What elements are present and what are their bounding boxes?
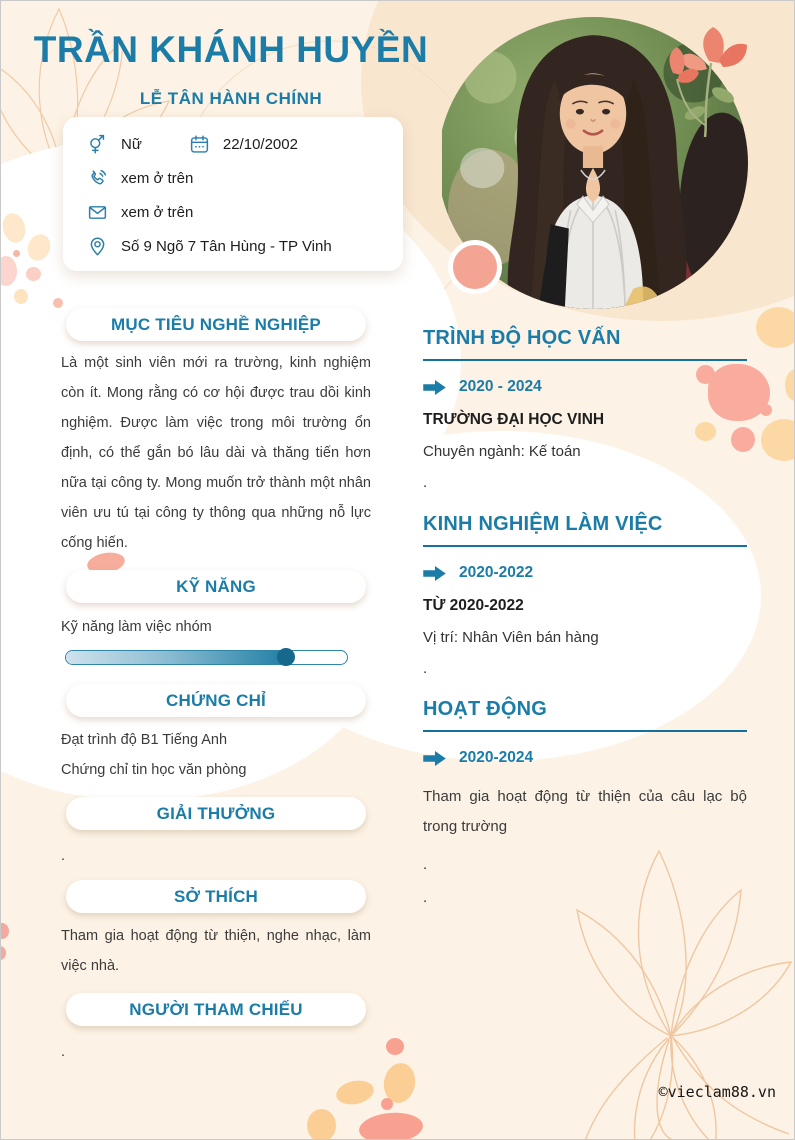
decorative-blob bbox=[760, 404, 772, 416]
birthday-value: 22/10/2002 bbox=[222, 135, 298, 153]
awards-text: . bbox=[61, 848, 66, 864]
skill-label: Kỹ năng làm việc nhóm bbox=[61, 619, 212, 635]
decorative-blob bbox=[26, 267, 41, 281]
decorative-blob bbox=[53, 298, 63, 308]
gender-icon bbox=[87, 134, 108, 155]
certificate-line: Đạt trình độ B1 Tiếng Anh bbox=[61, 732, 228, 748]
skill-progress-bar bbox=[65, 650, 348, 665]
experience-position: Vị trí: Nhân Viên bán hàng bbox=[423, 629, 599, 646]
skill-progress-fill bbox=[66, 651, 291, 664]
contact-row bbox=[87, 229, 403, 263]
section-title: SỞ THÍCH bbox=[173, 886, 259, 906]
arrow-right-icon bbox=[423, 380, 446, 395]
phone-icon bbox=[87, 168, 108, 189]
decorative-blob bbox=[13, 250, 20, 257]
decorative-blob bbox=[14, 289, 28, 304]
decorative-blob bbox=[307, 1109, 336, 1140]
section-title: KỸ NĂNG bbox=[176, 576, 256, 596]
activities-period-row bbox=[423, 749, 747, 767]
education-period: 2020 - 2024 bbox=[459, 378, 542, 395]
section-pill-hobbies bbox=[66, 880, 366, 913]
decorative-blob bbox=[334, 1077, 376, 1107]
arrow-right-icon bbox=[423, 751, 446, 766]
decorative-blob bbox=[386, 1038, 404, 1055]
experience-note: . bbox=[423, 660, 428, 677]
photo-accent-circle bbox=[448, 240, 502, 294]
contact-row bbox=[87, 195, 403, 229]
decorative-blob bbox=[0, 946, 6, 960]
section-title-experience: KINH NGHIỆM LÀM VIỆC bbox=[423, 513, 747, 547]
calendar-icon bbox=[189, 134, 210, 155]
location-pin-icon bbox=[87, 236, 108, 257]
decorative-blob bbox=[761, 419, 795, 461]
decorative-blob bbox=[785, 369, 795, 401]
decorative-blob bbox=[756, 307, 795, 348]
section-experience bbox=[423, 513, 747, 677]
job-title: LỄ TÂN HÀNH CHÍNH bbox=[139, 89, 323, 108]
education-major: Chuyên ngành: Kế toán bbox=[423, 443, 581, 460]
section-education bbox=[423, 327, 747, 491]
section-pill-objective bbox=[66, 308, 366, 341]
decorative-blob bbox=[381, 1098, 393, 1110]
section-title: CHỨNG CHỈ bbox=[166, 690, 266, 710]
phone-value: xem ở trên bbox=[121, 169, 194, 187]
decorative-blob bbox=[358, 1110, 424, 1140]
address-value: Số 9 Ngõ 7 Tân Hùng - TP Vinh bbox=[121, 237, 332, 255]
experience-duration: TỪ 2020-2022 bbox=[423, 597, 524, 614]
hobbies-text: Tham gia hoạt động từ thiện, nghe nhạc, làm việc nhà. bbox=[61, 928, 371, 974]
experience-period-row bbox=[423, 564, 747, 582]
activities-note: . bbox=[423, 856, 428, 873]
skill-progress-dot bbox=[277, 648, 295, 666]
certificate-lines bbox=[61, 725, 371, 785]
education-period-row bbox=[423, 378, 747, 396]
arrow-right-icon bbox=[423, 566, 446, 581]
contact-row bbox=[87, 161, 403, 195]
section-title: MỤC TIÊU NGHỀ NGHIỆP bbox=[111, 314, 321, 334]
contact-phone bbox=[87, 168, 193, 189]
gender-value: Nữ bbox=[121, 135, 142, 153]
section-pill-skills bbox=[66, 570, 366, 603]
activities-text: Tham gia hoạt động từ thiện của câu lạc bộ trong trường bbox=[423, 788, 747, 835]
email-icon bbox=[87, 202, 108, 223]
section-title: GIẢI THƯỞNG bbox=[156, 803, 276, 823]
education-note: . bbox=[423, 474, 428, 491]
site-watermark: ©vieclam88.vn bbox=[658, 1083, 776, 1101]
education-school: TRƯỜNG ĐẠI HỌC VINH bbox=[423, 411, 605, 428]
certificate-line: Chứng chỉ tin học văn phòng bbox=[61, 762, 247, 778]
section-pill-certificates bbox=[66, 684, 366, 717]
email-value: xem ở trên bbox=[121, 203, 194, 221]
contact-address bbox=[87, 236, 332, 257]
contact-birthday bbox=[189, 134, 298, 155]
references-text: . bbox=[61, 1044, 66, 1060]
objective-text: Là một sinh viên mới ra trường, kinh nghiệm còn ít. Mong rằng có cơ hội được trau dồi kinh nghiệm. Được làm việc trong môi trường ổn định, có thể gắn bó lâu dài và thăng tiến hơn nữa tại công ty. Mong muốn trở thành một nhân viên ưu tú tại công ty thông qua những nỗ lực cống hiến. bbox=[61, 355, 371, 551]
section-activities bbox=[423, 698, 747, 906]
section-pill-awards bbox=[66, 797, 366, 830]
section-title-activities: HOẠT ĐỘNG bbox=[423, 698, 747, 732]
contact-row bbox=[87, 127, 403, 161]
activities-note: . bbox=[423, 889, 428, 906]
section-pill-references bbox=[66, 993, 366, 1026]
experience-period: 2020-2022 bbox=[459, 564, 534, 581]
decorative-blob bbox=[0, 923, 9, 939]
contact-email bbox=[87, 202, 193, 223]
contact-gender bbox=[87, 134, 142, 155]
candidate-name: TRẦN KHÁNH HUYỀN bbox=[33, 29, 429, 70]
activities-period: 2020-2024 bbox=[459, 749, 534, 766]
section-title: NGƯỜI THAM CHIẾU bbox=[129, 999, 303, 1019]
section-title-education: TRÌNH ĐỘ HỌC VẤN bbox=[423, 327, 747, 361]
contact-card bbox=[63, 117, 403, 271]
